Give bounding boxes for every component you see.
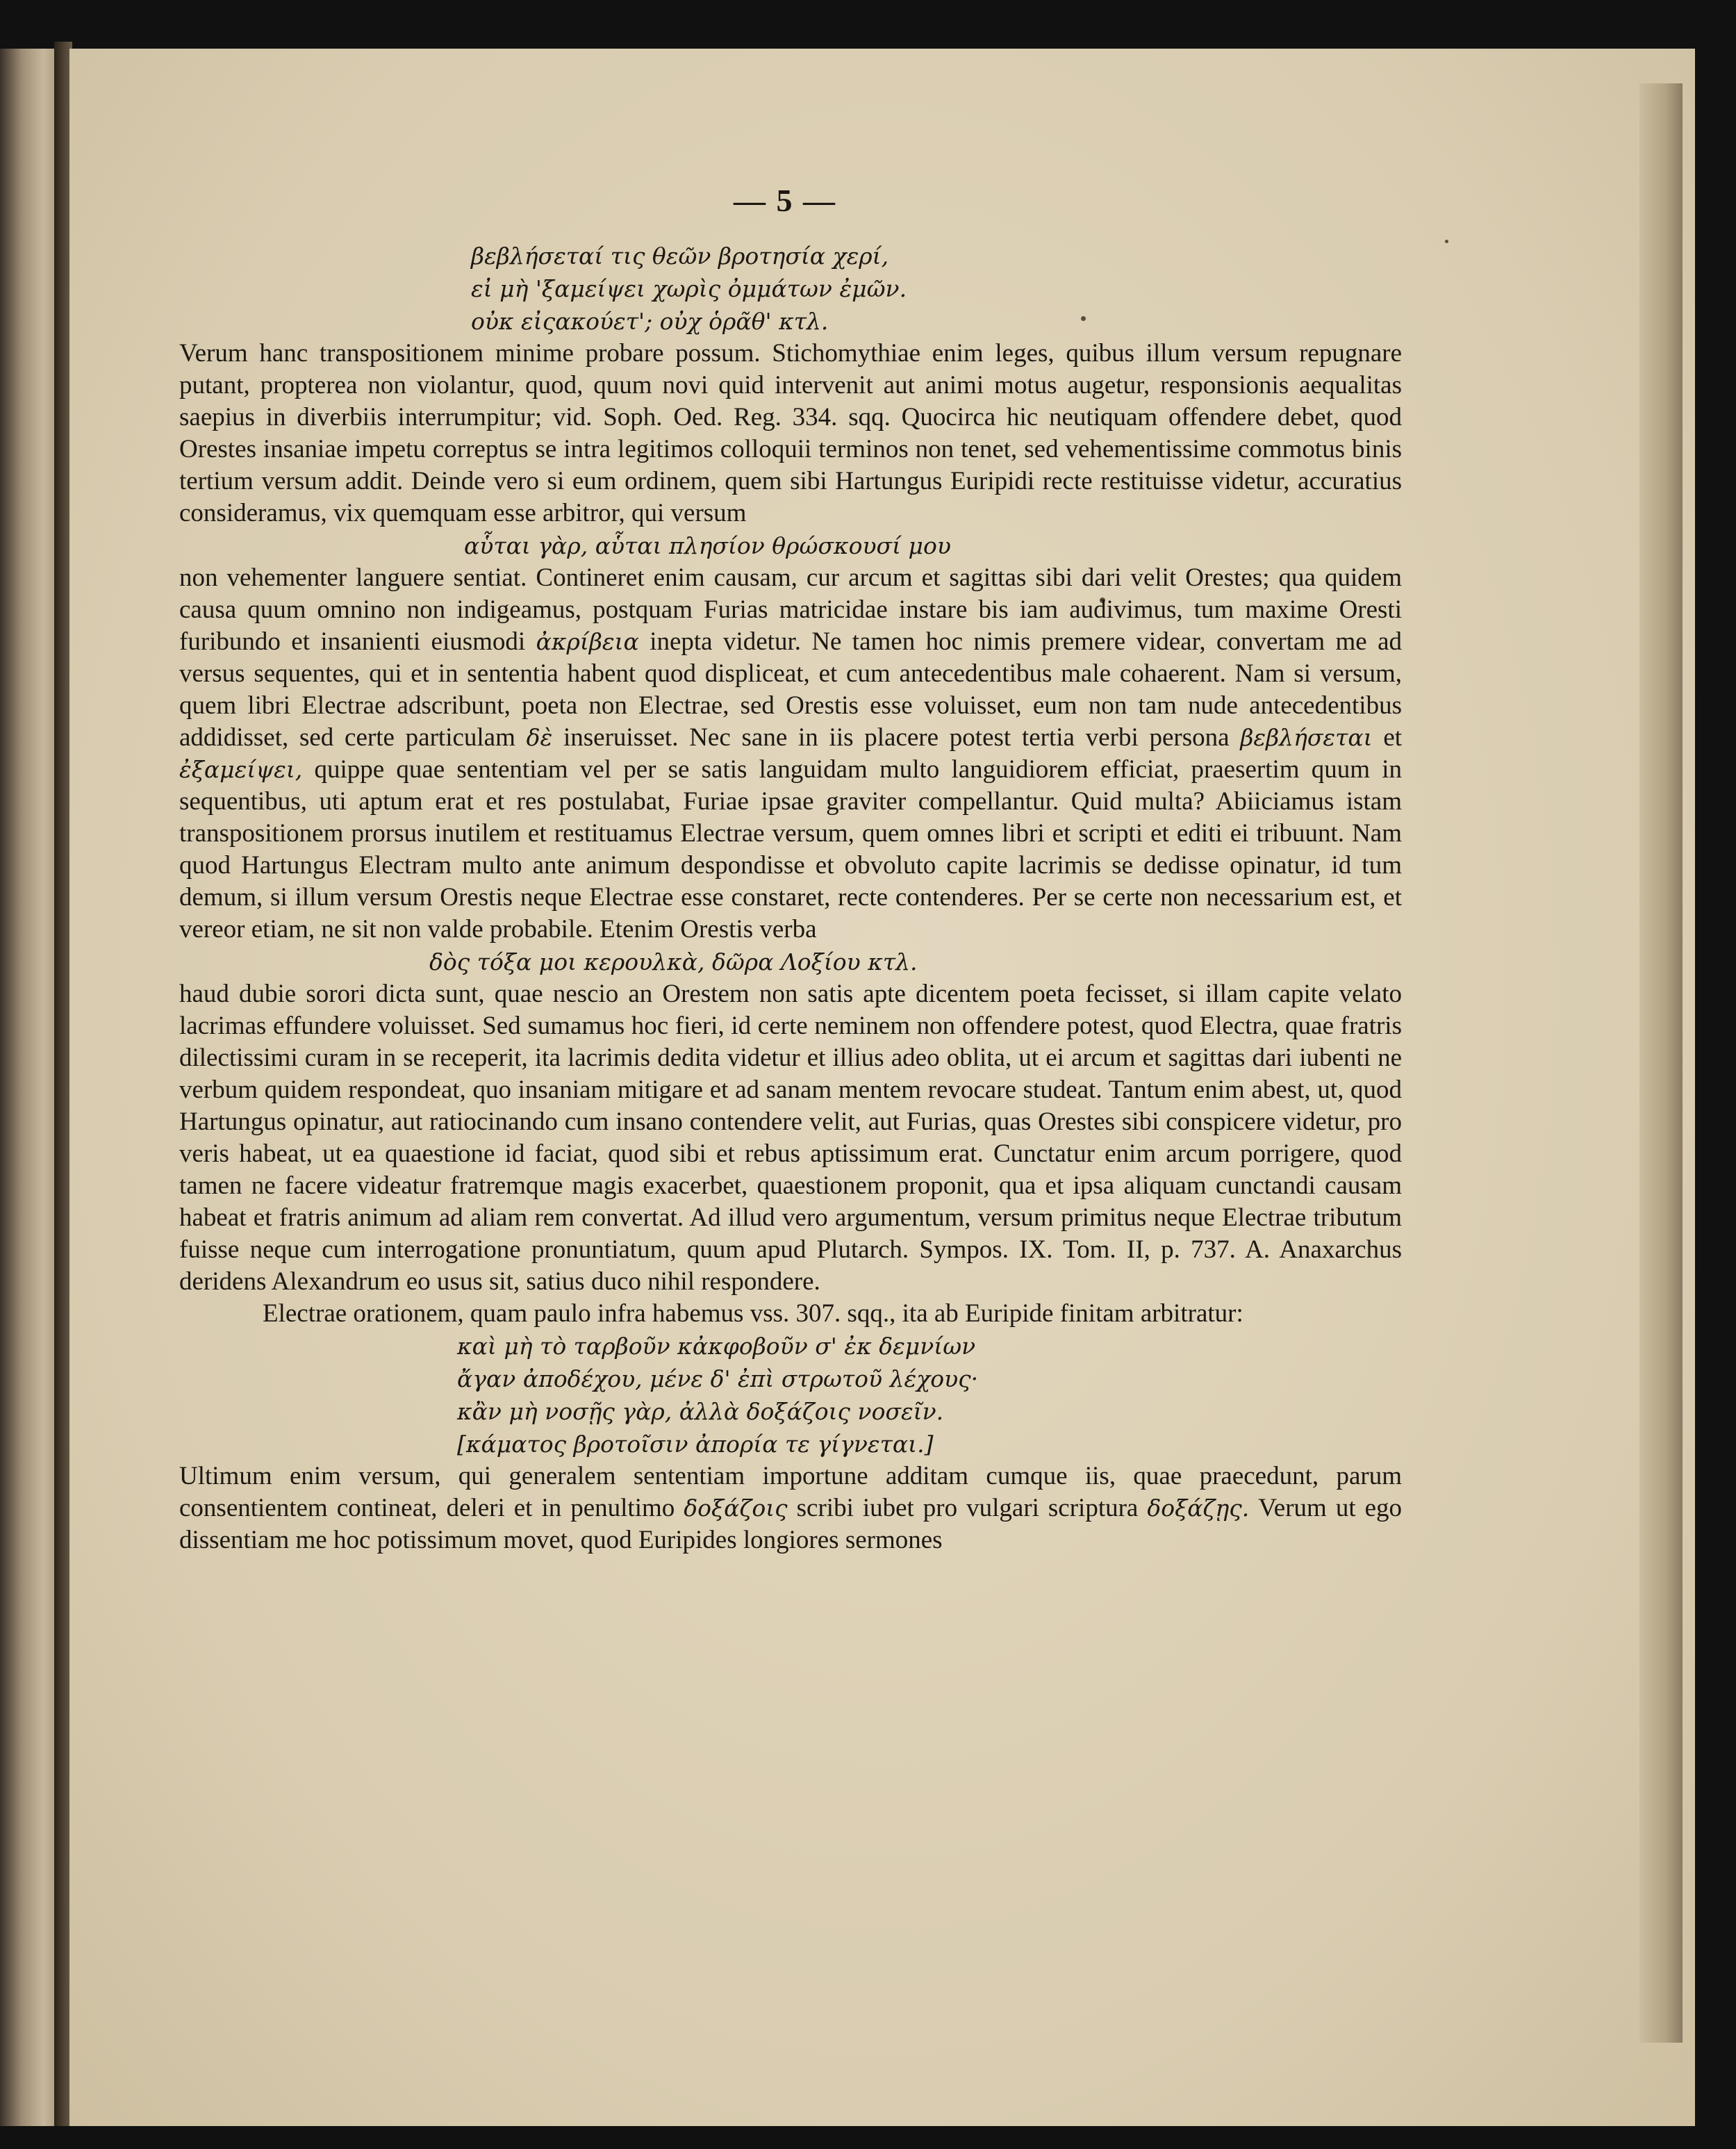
page-fore-edge: [1639, 83, 1683, 2043]
paragraph-2-text-e: quippe quae sententiam vel per se satis languidam multo languidiorem efficiat, praesertim quum in sequentibus, uti aptum erat et res postulabat, Furiae ipsae graviter compellantur. Quid multa? Abiiciamus istam transpositionem prorsus inutilem et restituamus Electrae versum, quem omnes libri et scripti et editi ei tribuunt. Nam quod Hartungus Electram multo ante animum despondisse et obvoluto capite lacrimis se dedisse opinatur, id tum demum, si illum versum Orestis neque Electrae esse constaret, recte contenderes. Per se certe non necessarium est, et vereor etiam, ne sit non valde probabile. Etenim Orestis verba: [179, 755, 1403, 944]
verse-block-4: [179, 1330, 1402, 1460]
verse-line: καὶ μὴ τὸ ταρβοῦν κἀκφοβοῦν σ' ἐκ δεμνίων: [457, 1333, 976, 1360]
verse-line: [κάματος βροτοῖσιν ἀπορία τε γίγνεται.]: [457, 1431, 934, 1458]
verse-line: βεβλήσεταί τις θεῶν βροτησία χερί,: [471, 242, 889, 270]
greek-word: δοξάζοις: [684, 1495, 788, 1522]
paragraph-5-text-a: Ultimum enim versum, qui generalem sententiam importune additam cumque iis, quae praecedunt, parum consentientem contineat, deleri et in penultimo: [179, 1462, 1402, 1522]
greek-word: βεβλήσεται: [1240, 724, 1373, 751]
paragraph-4: Electrae orationem, quam paulo infra habemus vss. 307. sqq., ita ab Euripide finitam arbitratur:: [263, 1299, 1243, 1328]
verse-line: ἄγαν ἀποδέχου, μένε δ' ἐπὶ στρωτοῦ λέχους·: [457, 1365, 979, 1392]
greek-word: δὲ: [526, 724, 553, 751]
paragraph-5-text-c: Verum ut ego dissentiam me hoc potissimum movet, quod Euripides longiores sermones: [179, 1494, 1403, 1554]
paragraph-5: [179, 1460, 1402, 1556]
greek-word: δοξάζῃς.: [1147, 1495, 1250, 1522]
verse-line: εἰ μὴ 'ξαμείψει χωρὶς ὀμμάτων ἐμῶν.: [471, 275, 907, 302]
paragraph-2-text-d: et: [1383, 723, 1403, 752]
greek-word: ἐξαμείψει,: [179, 756, 303, 783]
paragraph-2: [179, 562, 1402, 946]
paragraph-2-text-c: inseruisset. Nec sane in iis placere potest tertia verbi persona: [563, 723, 1230, 752]
verse-line: οὐκ εἰςακούετ'; οὐχ ὁρᾶθ' κτλ.: [471, 308, 829, 335]
paragraph-2-text-a: non vehementer languere sentiat. Contineret enim causam, cur arcum et sagittas sibi dari velit Orestes; qua quidem causa quum omnino non indigeamus, postquam Furias matricidae instare bis iam audivimus, tum maxime Oresti furibundo et insanienti eiusmodi: [179, 563, 1402, 656]
paragraph-1: Verum hanc transpositionem minime probare possum. Stichomythiae enim leges, quibus illum versum repugnare putant, propterea non violantur, quod, quum novi quid intervenit aut animi motus augetur, responsionis aequalitas saepius in diverbiis interrumpitur; vid. Soph. Oed. Reg. 334. sqq. Quocirca hic neutiquam offendere debet, quod Orestes insaniae impetu correptus se intra legitimos colloquii terminos non tenet, sed vehementissime commotus binis tertium versum addit. Deinde vero si eum ordinem, quem sibi Hartungus Euripidi recte restituisse videtur, accuratius consideramus, vix quemquam esse arbitror, qui versum: [179, 339, 1402, 527]
paragraph-2-text-b: inepta videtur. Ne tamen hoc nimis premere videar, convertam me ad versus sequentes, qui et in sententia habent quod displiceat, et cum antecedentibus male cohaerent. Nam si versum, quem libri Electrae adscribunt, poeta non Electrae, sed Orestis esse voluisset, eum non tam nude antecedentibus addidisset, sed certe particulam: [179, 627, 1403, 752]
verse-quote-3: δὸς τόξα μοι κερουλκὰ, δῶρα Λοξίου κτλ.: [429, 948, 918, 975]
paragraph-3: haud dubie sorori dicta sunt, quae nescio an Orestem non satis apte dicentem poeta fecisset, si illam capite velato lacrimas effundere voluisset. Sed sumamus hoc fieri, id certe neminem non offendere potest, quod Electra, quae fratris dilectissimi curam in se receperit, ita lacrimis dedita videtur et illius adeo oblita, ut ei arcum et sagittas dari iubenti ne verbum quidem respondeat, quo insaniam mitigare et ad sanam mentem revocare studeat. Tantum enim abest, ut, quod Hartungus opinatur, aut ratiocinando cum insano contendere velit, aut Furias, quas Orestes sibi conspicere videtur, pro veris habeat, ut ea quaestione id faciat, quod sibi et rebus aptissimum erat. Cunctatur enim arcum porrigere, quod tamen ne facere videatur fratremque magis exacerbet, quaestionem proponit, qua et ipsa aliquam cunctandi causam habeat et fratris animum ad aliam rem convertat. Ad illud vero argumentum, versum primitus neque Electrae tributum fuisse neque cum interrogatione pronuntiatum, quum apud Plutarch. Sympos. IX. Tom. II, p. 737. A. Anaxarchus deridens Alexandrum eo usus sit, satius duco nihil respondere.: [179, 980, 1402, 1296]
text-column: [179, 240, 1402, 1556]
facing-page-edge: [0, 49, 54, 2126]
verse-quote-2: αὗται γὰρ, αὗται πλησίον θρώσκουσί μου: [464, 532, 951, 559]
paragraph-5-text-b: scribi iubet pro vulgari scriptura: [796, 1494, 1139, 1522]
verse-line: κἂν μὴ νοσῇς γὰρ, ἀλλὰ δοξάζοις νοσεῖν.: [457, 1398, 944, 1425]
page-number: — 5 —: [734, 183, 836, 218]
verse-block-1: [179, 240, 1402, 338]
greek-word: ἀκρίβεια: [536, 628, 639, 655]
paper-speck: [1445, 240, 1448, 243]
